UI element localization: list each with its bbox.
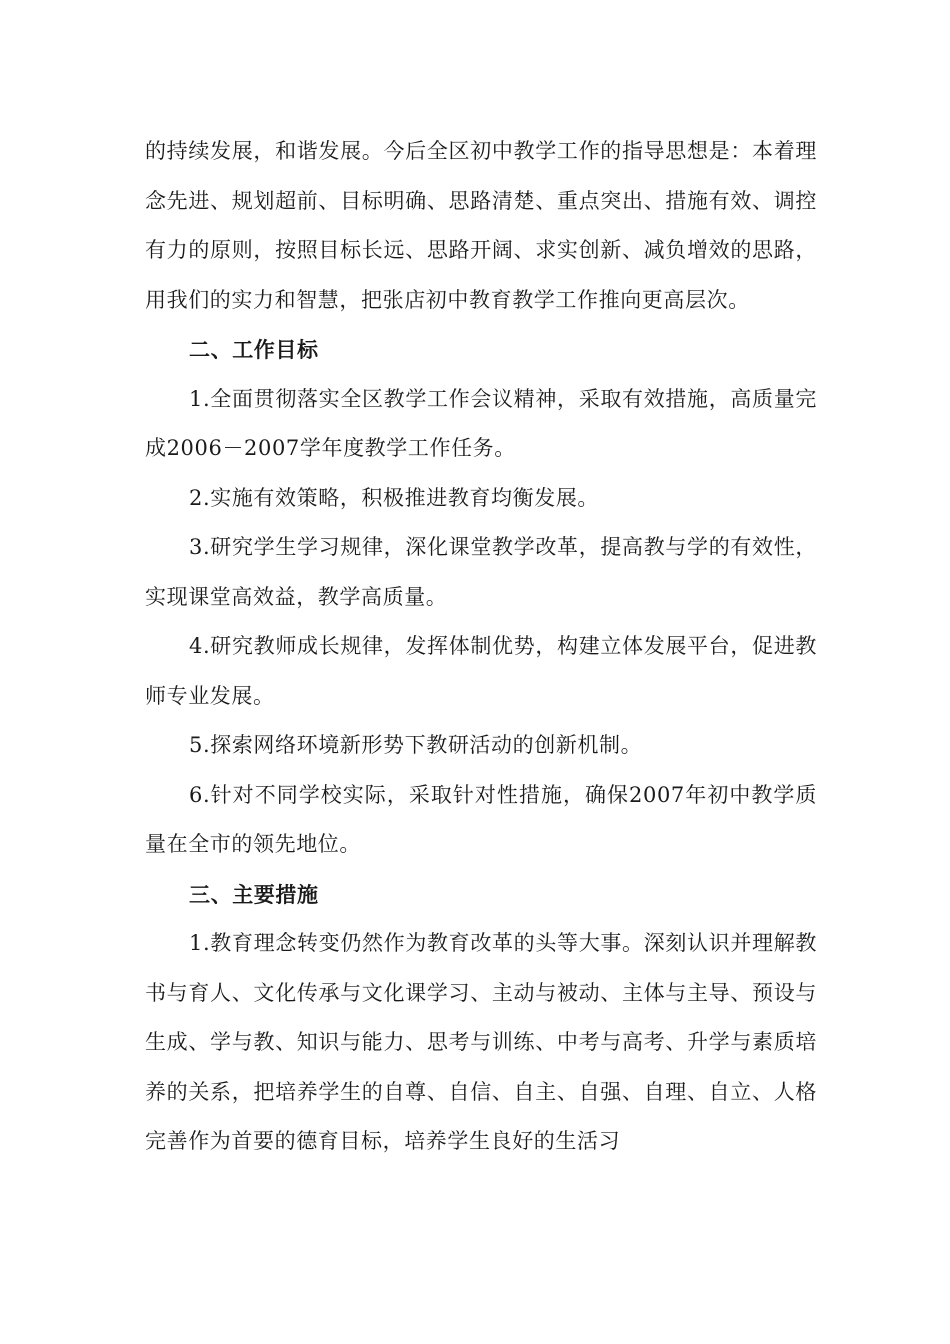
measure-item-1: 1.教育理念转变仍然作为教育改革的头等大事。深刻认识并理解教书与育人、文化传承与文化课学习、主动与被动、主体与主导、预设与生成、学与教、知识与能力、思考与训练、中考与高考、升学与素质培养的关系，把培养学生的自尊、自信、自主、自强、自理、自立、人格完善作为首要的德育目标，培养学生良好的生活习: [145, 931, 817, 1153]
section-heading-work-goals: 二、工作目标: [189, 337, 319, 362]
paragraph-guiding-thought: 的持续发展，和谐发展。今后全区初中教学工作的指导思想是：本着理念先进、规划超前、目标明确、思路清楚、重点突出、措施有效、调控有力的原则，按照目标长远、思路开阔、求实创新、减负增效的思路，用我们的实力和智慧，把张店初中教育教学工作推向更高层次。: [145, 139, 817, 312]
goal-item-4: 4.研究教师成长规律，发挥体制优势，构建立体发展平台，促进教师专业发展。: [145, 634, 817, 708]
document-body: [145, 127, 817, 1167]
goal-item-1: 1.全面贯彻落实全区教学工作会议精神，采取有效措施，高质量完成2006－2007学年度教学工作任务。: [145, 386, 817, 460]
goal-item-5: 5.探索网络环境新形势下教研活动的创新机制。: [189, 733, 643, 757]
goal-item-2: 2.实施有效策略，积极推进教育均衡发展。: [189, 485, 600, 510]
goal-item-3: 3.研究学生学习规律，深化课堂教学改革，提高教与学的有效性，实现课堂高效益，教学高质量。: [145, 535, 817, 609]
section-heading-main-measures: 三、主要措施: [189, 881, 319, 907]
goal-item-6: 6.针对不同学校实际，采取针对性措施，确保2007年初中教学质量在全市的领先地位。: [145, 782, 817, 856]
